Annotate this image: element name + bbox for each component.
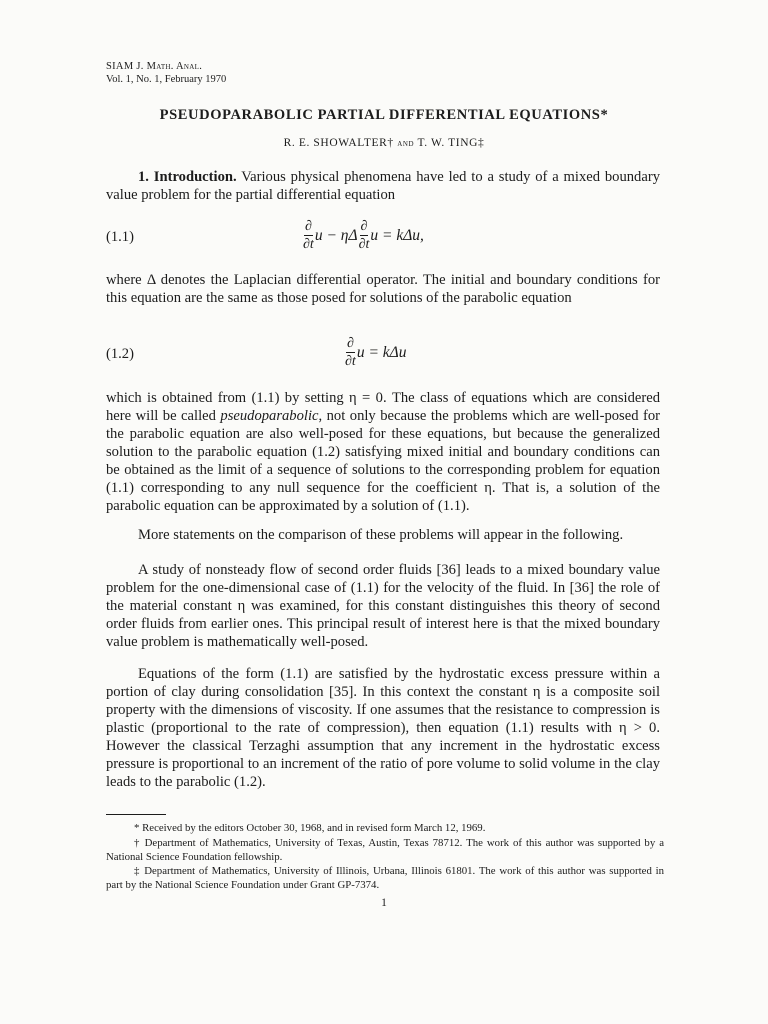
partial-t: ∂t	[358, 237, 370, 252]
equation-lhs-rhs: u = kΔu	[356, 344, 407, 361]
clay-paragraph: Equations of the form (1.1) are satisfied by the hydrostatic excess pressure within a portion of clay during consolidation [35]. In this context the constant η is a composite soil property with the dimensions of viscosity. If one assumes that the resistance to compression is plastic (proportional to the rate of compression), then equation (1.1) results with η > 0. However the classical Terzaghi assumption that any increment in the hydrostatic excess pressure is proportional to an increment of the ratio of pore volume to solid volume in the clay leads to the parabolic (1.2).	[106, 666, 660, 790]
author-conjunction: and	[397, 138, 415, 149]
text-after-emphasis: , not only because the problems which are well-posed for the parabolic equation are also well-posed for these equations, but because the generalized solution to the parabolic equation (1.2) satisfying mixed initial and boundary conditions can be obtained as the limit of a sequence of solutions to the corresponding problem for equation (1.1) corresponding to any null sequence for the coefficient η. That is, a solution of the parabolic equation can be approximated by a solution of (1.1).	[106, 408, 660, 514]
equation-1-1	[302, 220, 424, 252]
emphasis-pseudoparabolic: pseudoparabolic	[220, 408, 319, 424]
equation-rhs: = kΔu,	[378, 227, 424, 244]
author-ting: T. W. TING‡	[417, 137, 485, 149]
partial-symbol: ∂	[346, 336, 354, 351]
section-heading: 1. Introduction.	[138, 169, 237, 185]
journal-info	[106, 60, 226, 86]
partial-symbol: ∂	[360, 219, 368, 234]
author-showalter: R. E. SHOWALTER†	[283, 137, 394, 149]
intro-paragraph	[106, 168, 660, 204]
equation-label-1-1: (1.1)	[106, 229, 134, 245]
partial-fraction	[345, 337, 356, 369]
footnote-received: * Received by the editors October 30, 1968, and in revised form March 12, 1969.	[134, 822, 486, 834]
text-before-emphasis: which is obtained from (1.1) by setting η = 0. The class of equations which are considered here will be called	[106, 390, 660, 424]
partial-symbol: ∂	[304, 219, 312, 234]
partial-fraction	[359, 220, 370, 252]
equation-1-2	[344, 337, 407, 369]
eta-delta-term: − ηΔ	[322, 227, 358, 244]
footnote-ting: ‡ Department of Mathematics, University of Illinois, Urbana, Illinois 61801. The work of this author was supported in part by the National Science Foundation under Grant GP-7374.	[106, 865, 664, 892]
fluids-paragraph: A study of nonsteady flow of second order fluids [36] leads to a mixed boundary value problem for the one-dimensional case of (1.1) for the velocity of the fluid. In [36] the role of the material constant η was examined, for this constant distinguishes this theory of second order fluids from earlier ones. This principal result of interest here is that the mixed boundary value problem is mathematically well-posed.	[106, 562, 660, 650]
partial-fraction	[303, 220, 314, 252]
variable-u: u	[370, 227, 379, 244]
journal-volume: Vol. 1, No. 1, February 1970	[106, 74, 227, 85]
equation-label-1-2: (1.2)	[106, 346, 134, 362]
footnote-showalter: † Department of Mathematics, University of Texas, Austin, Texas 78712. The work of this author was supported by a National Science Foundation fellowship.	[106, 837, 664, 864]
variable-u: u	[314, 227, 323, 244]
paper-title: PSEUDOPARABOLIC PARTIAL DIFFERENTIAL EQUATIONS*	[159, 107, 609, 123]
partial-t: ∂t	[345, 354, 356, 369]
footnote-separator	[106, 814, 166, 815]
authors	[0, 137, 768, 149]
journal-name: SIAM J. Math. Anal.	[106, 61, 203, 72]
more-statements-paragraph: More statements on the comparison of these problems will appear in the following.	[138, 527, 624, 543]
page-number: 1	[381, 897, 387, 909]
partial-t: ∂t	[303, 237, 314, 252]
intro-text: Various physical phenomena have led to a study of a mixed boundary value problem for the partial differential equation	[106, 169, 660, 203]
laplacian-paragraph: where Δ denotes the Laplacian differential operator. The initial and boundary conditions for this equation are the same as those posed for solutions of the parabolic equation	[106, 272, 660, 306]
pseudoparabolic-paragraph	[106, 389, 660, 515]
